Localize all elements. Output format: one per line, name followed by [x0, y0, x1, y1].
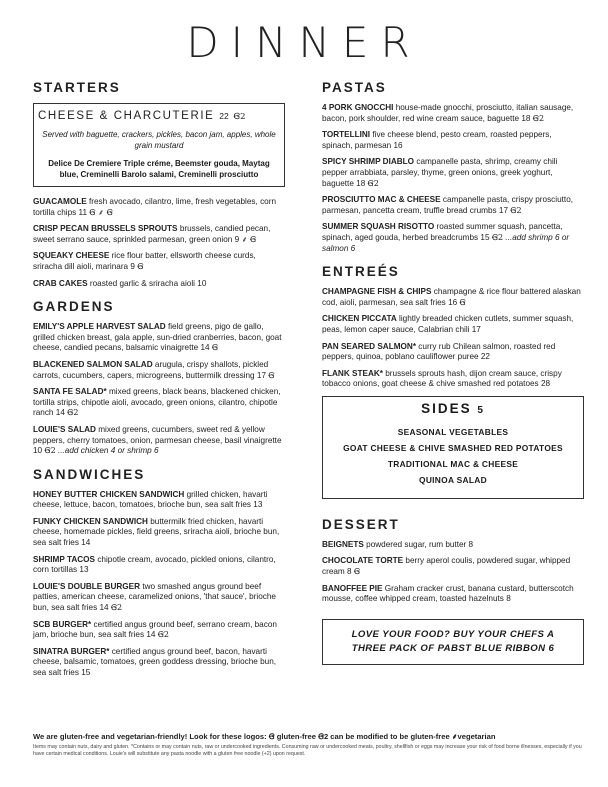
menu-item	[33, 251, 285, 272]
menu-item	[33, 224, 285, 245]
item-name: CHAMPAGNE FISH & CHIPS	[322, 287, 432, 297]
item-price: 14	[55, 408, 65, 418]
item-price: 13	[253, 500, 263, 510]
item-price: 28	[540, 379, 551, 389]
allergy-disclaimer: Items may contain nuts, dairy and gluten. *Contains or may contain nuts, raw or undercooked ingredients. Consuming raw or undercooked meats, poultry, shellfish or eggs may increase your risk of food borne illnesses, especially if you have certain medical conditions. Louie's will substitute any pasta noodle with a gluten free noodle (+2) upon request.	[33, 744, 582, 757]
side-item: SEASONAL VEGETABLES	[397, 426, 509, 437]
item-price: 14	[146, 630, 156, 640]
item-description: Graham cracker crust, banana custard, butterscotch mousse, coffee whipped cream, toasted hazelnuts	[322, 583, 574, 604]
dessert-heading: DESSERT	[322, 516, 400, 532]
item-description: mixed greens, black beans, blackened chicken, tortilla strips, chipotle aioli, avocado, green onions, cilantro, chipotle ranch	[33, 387, 281, 418]
item-name: SINATRA BURGER*	[33, 646, 110, 656]
item-addon: ...add chicken 4 or shrimp 6	[57, 446, 159, 456]
item-name: GUACAMOLE	[33, 197, 87, 206]
menu-item	[33, 582, 285, 614]
dietary-icon: Ꞡ2	[44, 446, 56, 456]
item-name: CHICKEN PICCATA	[322, 314, 397, 324]
item-name: CHOCOLATE TORTE	[322, 556, 404, 566]
item-description: curry rub Chilean salmon, roasted red peppers, quinoa, poblano cauliflower puree	[322, 341, 556, 362]
menu-item	[33, 387, 285, 419]
item-price: 17	[498, 205, 508, 215]
pastas-heading: PASTAS	[322, 80, 387, 95]
menu-item	[33, 620, 285, 641]
dietary-legend: We are gluten-free and vegetarian-friendly! Look for these logos: Ꞡ gluten-free Ꞡ2 can be modified to be gluten-free ⸙vegetarian	[33, 732, 496, 741]
menu-item	[33, 517, 285, 549]
item-description: certified angus ground beef, bacon, havarti cheese, balsamic, tomatoes, green goddess dressing, brioche bun, sea salt fries	[33, 646, 277, 677]
promo-line: THREE PACK OF PABST BLUE RIBBON 6	[351, 642, 555, 654]
item-price: 22	[480, 352, 490, 362]
entrees-heading: ENTREÉS	[322, 264, 400, 280]
item-description: rice flour batter, ellsworth cheese curds, sriracha dill aioli, marinara	[33, 251, 256, 271]
menu-item	[322, 103, 584, 124]
item-price: 10	[33, 446, 43, 456]
item-description: roasted garlic & sriracha aioli	[89, 278, 195, 288]
entrees-list	[322, 287, 584, 390]
item-price: 8	[506, 594, 511, 604]
item-price: 10	[197, 278, 207, 288]
item-price: 14	[200, 343, 210, 353]
charcuterie-name: CHEESE & CHARCUTERIE	[38, 110, 215, 122]
dessert-list	[322, 540, 584, 605]
menu-item	[33, 647, 285, 679]
gardens-list	[33, 322, 285, 457]
menu-item	[322, 130, 584, 151]
menu-item	[322, 342, 584, 363]
item-description: five cheese blend, pesto cream, roasted peppers, spinach, parmesan	[322, 130, 552, 150]
dietary-icon: Ꞡ2	[367, 178, 379, 188]
item-name: PROSCIUTTO MAC & CHEESE	[322, 195, 441, 205]
item-price: 13	[79, 565, 89, 575]
item-price: 8	[347, 567, 352, 577]
item-name: LOUIE'S DOUBLE BURGER	[33, 581, 141, 591]
dietary-icon: ⸙ Ꞡ	[241, 234, 257, 244]
item-name: SHRIMP TACOS	[33, 554, 96, 564]
item-description: fresh avocado, cilantro, lime, fresh vegetables, corn tortilla chips	[33, 197, 276, 217]
sides-list	[331, 424, 575, 488]
item-price: 18	[356, 178, 366, 188]
item-description: chipotle cream, avocado, pickled onions, cilantro, corn tortillas	[33, 554, 276, 575]
item-description: brussels sprouts hash, dijon cream sauce, crispy tobacco onions, goat cheese & chive smashed red potatoes	[322, 368, 562, 389]
item-description: lightly breaded chicken cutlets, summer squash, peas, lemon caper sauce, Calabrian chili	[322, 314, 574, 334]
dietary-icon: Ꞡ	[268, 370, 275, 380]
item-name: BLACKENED SALMON SALAD	[33, 359, 153, 369]
charcuterie-heading	[38, 110, 280, 122]
sides-price: 5	[477, 404, 485, 416]
menu-item	[322, 314, 584, 335]
charcuterie-description: Served with baguette, crackers, pickles, bacon jam, apples, whole grain mustard	[42, 130, 276, 150]
item-name: SUMMER SQUASH RISOTTO	[322, 222, 435, 232]
dietary-icon: Ꞡ2	[67, 408, 79, 418]
item-description: field greens, pigo de gallo, grilled chicken breast, gala apple, sun-dried cranberries, bacon, goat cheese, candied pecans, balsamic vinaigrette	[33, 322, 282, 353]
item-price: 9	[130, 261, 135, 271]
item-description: arugula, crispy shallots, pickled carrots, cucumbers, capers, microgreens, buttermilk dressing	[33, 359, 269, 380]
item-price: 18	[521, 113, 531, 123]
item-price: 15	[81, 668, 91, 677]
menu-item	[33, 197, 285, 218]
item-description: grilled chicken, havarti cheese, lettuce, bacon, tomatoes, brioche bun, sea salt fries	[33, 489, 268, 510]
item-price: 11	[78, 207, 88, 217]
item-description: berry aperol coulis, powdered sugar, whipped cream	[322, 556, 571, 577]
promo-line: LOVE YOUR FOOD? BUY YOUR CHEFS A	[351, 628, 555, 640]
item-name: FLANK STEAK*	[322, 368, 383, 378]
item-name: BEIGNETS	[322, 539, 364, 549]
menu-item	[33, 425, 285, 457]
item-name: SANTA FE SALAD*	[33, 387, 107, 397]
charcuterie-box	[33, 103, 285, 187]
item-description: buttermilk fried chicken, havarti cheese, homemade pickles, field greens, sriracha aioli, brioche bun, sea salt fries	[33, 516, 280, 548]
item-name: SQUEAKY CHEESE	[33, 251, 110, 261]
charcuterie-contents: Delice De Cremiere Triple créme, Beemster gouda, Maytag blue, Creminelli Barolo salami, Creminelli prosciutto	[48, 159, 270, 179]
item-description: champagne & rice flour battered alaskan cod, aioli, parmesan, sea salt fries	[322, 287, 581, 307]
dietary-icon: Ꞡ ⸙ Ꞡ	[89, 207, 113, 217]
sides-heading	[331, 401, 575, 416]
item-name: FUNKY CHICKEN SANDWICH	[33, 516, 148, 526]
footer	[33, 732, 593, 758]
item-description: powdered sugar, rum butter	[366, 539, 467, 549]
item-name: EMILY'S APPLE HARVEST SALAD	[33, 322, 166, 332]
menu-item	[322, 222, 584, 254]
dietary-icon: Ꞡ2	[157, 630, 170, 640]
item-price: 16	[448, 297, 458, 307]
menu-item	[33, 322, 285, 354]
menu-item	[33, 490, 285, 511]
item-price: 14	[81, 538, 91, 548]
side-item: TRADITIONAL MAC & CHEESE	[387, 458, 519, 469]
right-column	[322, 80, 584, 665]
item-price: 8	[468, 539, 474, 549]
dietary-icon: Ꞡ2	[510, 205, 522, 215]
promo-box	[322, 619, 584, 665]
menu-item	[322, 540, 584, 551]
item-description: house-made gnocchi, prosciutto, italian sausage, bacon, pork shoulder, red wine cream sauce, baguette	[322, 103, 574, 123]
item-price: 17	[256, 370, 266, 380]
sides-title: SIDES	[421, 400, 472, 416]
item-description: campanelle pasta, shrimp, creamy chili pepper arrabbiata, parsley, thyme, green onions, greek yoghurt, baguette	[322, 157, 558, 188]
item-name: SCB BURGER*	[33, 619, 92, 629]
menu-item	[322, 556, 584, 577]
item-description: two smashed angus ground beef patties, american cheese, caramelized onions, 'that sauce', brioche bun, sea salt fries	[33, 581, 276, 613]
starters-heading: STARTERS	[33, 80, 121, 95]
menu-item	[322, 287, 584, 308]
dietary-icon: Ꞡ	[459, 297, 466, 307]
item-price: 15	[480, 232, 490, 242]
item-name: PAN SEARED SALMON*	[322, 341, 417, 351]
dietary-icon: Ꞡ	[353, 567, 361, 577]
item-addon: ...add shrimp 6 or salmon 6	[322, 232, 570, 253]
starters-list	[33, 197, 285, 289]
dietary-icon: Ꞡ	[137, 261, 144, 271]
menu-item	[322, 369, 584, 390]
pastas-list	[322, 103, 584, 254]
menu-item	[33, 360, 285, 381]
item-name: CRISP PECAN BRUSSELS SPROUTS	[33, 224, 178, 234]
item-price: 9	[234, 234, 240, 244]
item-price: 16	[393, 140, 403, 150]
item-description: certified angus ground beef, serrano cream, bacon jam, brioche bun, sea salt fries	[33, 619, 277, 640]
item-description: campanelle pasta, crispy prosciutto, parmesan, pancetta cream, truffle bread crumbs	[322, 195, 574, 215]
page-title: DINNER	[186, 18, 422, 67]
item-name: TORTELLINI	[322, 130, 371, 140]
item-name: BANOFFEE PIE	[322, 583, 383, 593]
item-name: SPICY SHRIMP DIABLO	[322, 157, 415, 167]
item-name: 4 PORK GNOCCHI	[322, 103, 394, 112]
dietary-icon: Ꞡ	[211, 343, 219, 353]
item-description: brussels, candied pecan, sweet serrano sauce, sprinkled parmesan, green onion	[33, 224, 271, 244]
menu-item	[33, 555, 285, 576]
sandwiches-list	[33, 490, 285, 679]
gardens-heading: GARDENS	[33, 299, 115, 315]
gluten-free-modifiable-icon: Ꞡ2	[233, 112, 246, 122]
dietary-icon: Ꞡ2	[532, 113, 545, 123]
sides-box	[322, 396, 584, 499]
sandwiches-heading: SANDWICHES	[33, 466, 146, 482]
item-price: 17	[471, 324, 481, 334]
menu-item	[322, 157, 584, 189]
dietary-icon: Ꞡ2	[491, 232, 504, 242]
dietary-icon: Ꞡ2	[110, 603, 123, 613]
menu-item	[33, 279, 285, 290]
menu-item	[322, 584, 584, 605]
item-name: CRAB CAKES	[33, 278, 88, 288]
item-name: HONEY BUTTER CHICKEN SANDWICH	[33, 489, 185, 499]
item-description: mixed greens, cucumbers, sweet red & yellow peppers, cherry tomatoes, onion, parmesan cheese, basil vinaigrette	[33, 424, 282, 445]
side-item: QUINOA SALAD	[419, 474, 487, 485]
left-column	[33, 80, 285, 685]
item-name: LOUIE'S SALAD	[33, 424, 96, 434]
charcuterie-price: 22	[219, 111, 229, 121]
item-description: roasted summer squash, pancetta, spinach, aged gouda, herbed breadcrumbs	[322, 222, 563, 242]
menu-item	[322, 195, 584, 216]
item-price: 14	[99, 603, 109, 613]
side-item: GOAT CHEESE & CHIVE SMASHED RED POTATOES	[343, 442, 563, 453]
